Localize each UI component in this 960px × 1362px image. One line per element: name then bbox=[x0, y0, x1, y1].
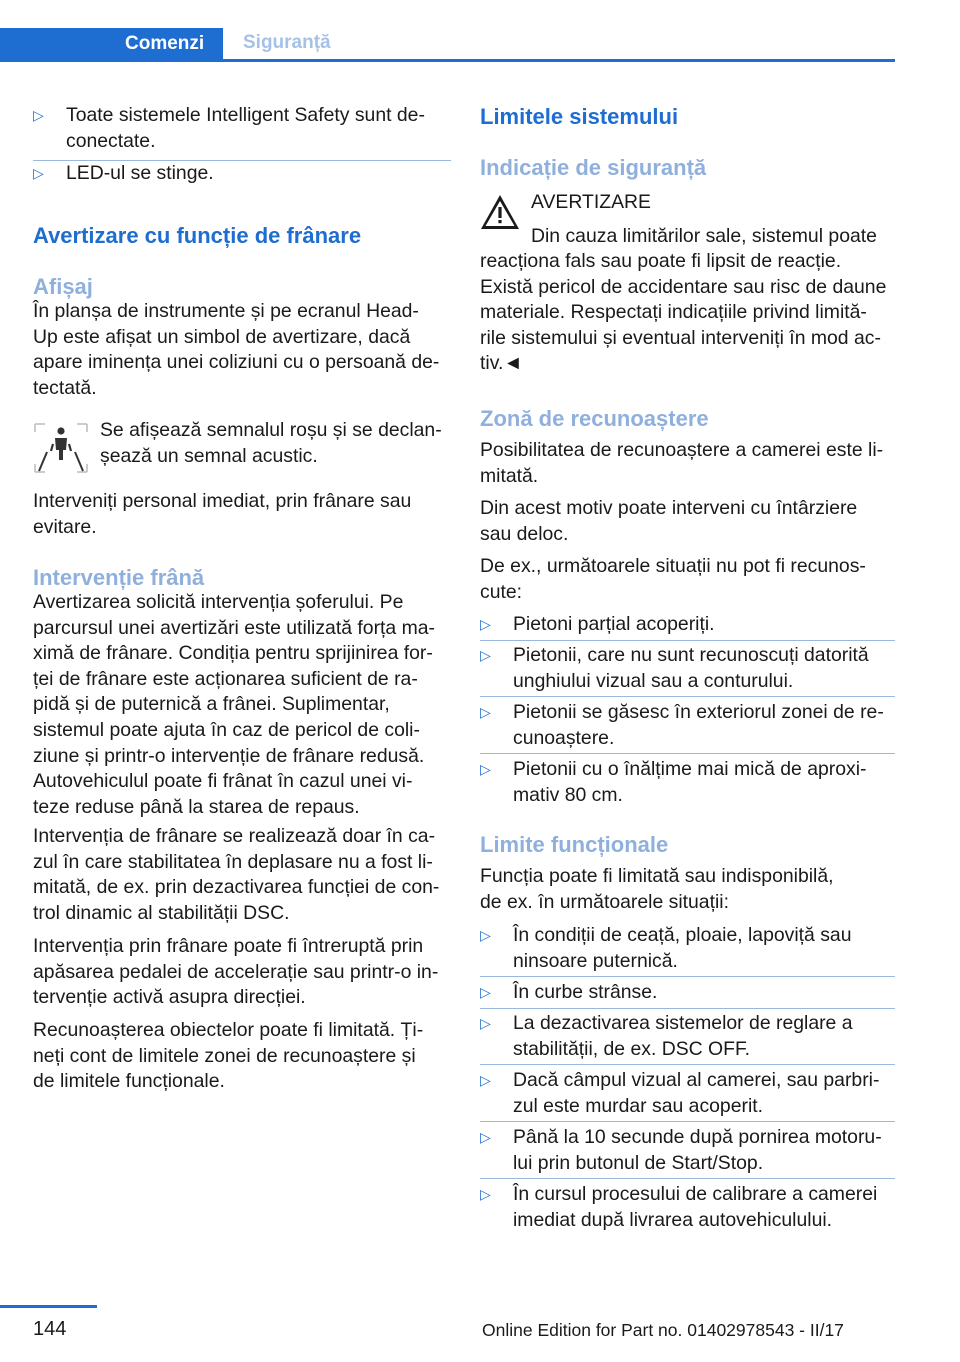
subsection-heading: Zonă de recunoaștere bbox=[480, 406, 709, 431]
triangle-bullet-icon: ▷ bbox=[480, 704, 491, 720]
divider bbox=[480, 976, 895, 977]
warning-triangle-icon bbox=[480, 194, 520, 230]
warning-text: Din cauza limitărilor sale, sistemul poate bbox=[531, 225, 877, 247]
subsection-heading: Afișaj bbox=[33, 274, 93, 299]
subsection-heading: Intervenție frână bbox=[33, 565, 205, 590]
paragraph: În planșa de instrumente și pe ecranul Head- Up este afișat un simbol de avertizare, dacă apare iminența unei coliziuni cu o persoană de- tectată. bbox=[33, 300, 440, 399]
paragraph: Intervenția prin frânare poate fi întreruptă prin apăsarea pedalei de accelerație sau printr-o in- tervenție activă asupra direcției. bbox=[33, 935, 439, 1009]
triangle-bullet-icon: ▷ bbox=[480, 616, 491, 632]
divider bbox=[480, 1178, 895, 1179]
paragraph: Recunoașterea obiectelor poate fi limitată. Ți- neți cont de limitele zonei de recunoaștere și de limitele funcționale. bbox=[33, 1019, 424, 1093]
page-number: 144 bbox=[33, 1318, 67, 1340]
divider bbox=[480, 753, 895, 754]
divider bbox=[480, 640, 895, 641]
section-heading: Avertizare cu funcție de frânare bbox=[33, 223, 362, 248]
section-heading: Limitele sistemului bbox=[480, 104, 679, 129]
triangle-bullet-icon: ▷ bbox=[480, 1186, 491, 1202]
tab-comenzi[interactable]: Comenzi bbox=[0, 28, 223, 62]
triangle-bullet-icon: ▷ bbox=[33, 165, 44, 181]
icon-description: Se afișează semnalul roșu și se declan- șează un semnal acustic. bbox=[100, 419, 442, 467]
paragraph: Funcția poate fi limitată sau indisponibilă, de ex. în următoarele situații: bbox=[480, 865, 834, 913]
subsection-heading: Indicație de siguranță bbox=[480, 155, 707, 180]
triangle-bullet-icon: ▷ bbox=[33, 107, 44, 123]
warning-title: AVERTIZARE bbox=[531, 191, 651, 213]
subsection-heading: Limite funcționale bbox=[480, 832, 669, 857]
footer-rule bbox=[0, 1305, 97, 1308]
paragraph: Posibilitatea de recunoaștere a camerei este li- mitată. bbox=[480, 439, 884, 487]
divider bbox=[480, 1064, 895, 1065]
triangle-bullet-icon: ▷ bbox=[480, 1072, 491, 1088]
divider bbox=[480, 1008, 895, 1009]
divider bbox=[480, 696, 895, 697]
paragraph: Intervenția de frânare se realizează doar în ca- zul în care stabilitatea în deplasare nu a fost li- mitată, de ex. prin dezactivarea funcției de con- trol dinamic al stabilității DSC. bbox=[33, 825, 440, 924]
edition-note: Online Edition for Part no. 01402978543 - II/17 bbox=[482, 1320, 844, 1340]
triangle-bullet-icon: ▷ bbox=[480, 1129, 491, 1145]
paragraph: De ex., următoarele situații nu pot fi recunos- cute: bbox=[480, 555, 866, 603]
triangle-bullet-icon: ▷ bbox=[480, 1015, 491, 1031]
paragraph: Interveniți personal imediat, prin frânare sau evitare. bbox=[33, 490, 412, 538]
paragraph: Avertizarea solicită intervenția șoferului. Pe parcursul unei avertizări este utilizată forța ma- ximă de frânare. Condiția pentru sprijinirea for- ței de frânare este acționarea suficient de ra- pidă și de puternică a frânei. Suplimentar, sistemul poate ajuta în caz de pericol de coli- ziune și printr-o intervenție de frânare redusă. Autovehiculul poate fi frânat în cazul unei vi- teze reduse până la starea de repaus. bbox=[33, 591, 435, 818]
page-header bbox=[0, 28, 895, 62]
triangle-bullet-icon: ▷ bbox=[480, 984, 491, 1000]
divider bbox=[480, 1121, 895, 1122]
tab-siguranta[interactable]: Siguranță bbox=[243, 32, 331, 53]
paragraph: Din acest motiv poate interveni cu întârziere sau deloc. bbox=[480, 497, 858, 545]
header-rule bbox=[0, 59, 895, 62]
triangle-bullet-icon: ▷ bbox=[480, 761, 491, 777]
pedestrian-warning-icon bbox=[33, 418, 89, 474]
warning-text: reacționa fals sau poate fi lipsit de reacție. Există pericol de accidentare sau risc de daune materiale. Respectați indicațiile privind limită- rile sistemului și eventual interveniți în mod ac- tiv.◄ bbox=[480, 250, 887, 375]
triangle-bullet-icon: ▷ bbox=[480, 927, 491, 943]
triangle-bullet-icon: ▷ bbox=[480, 647, 491, 663]
